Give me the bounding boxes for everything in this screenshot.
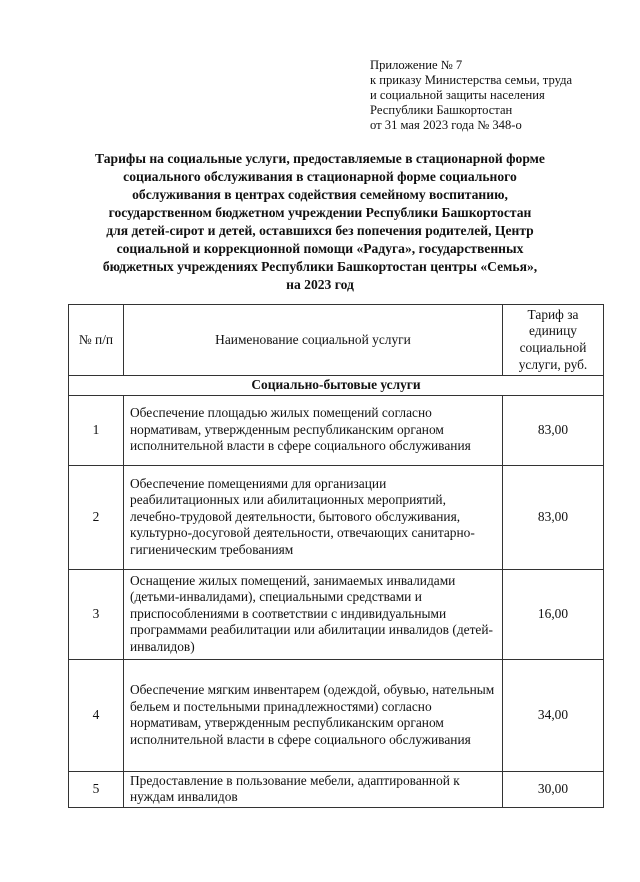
row-tariff: 83,00 [503, 395, 604, 465]
title-line: социального обслуживания в стационарной форме социального [123, 169, 517, 184]
title-line: на 2023 год [286, 277, 354, 292]
row-service-name: Обеспечение помещениями для организации реабилитационных или абилитационных мероприятий, лечебно-трудовой деятельности, бытового обслуживания, культурно-досуговой деятельности, отвечающих санитарно-гигиеническим требованиям [124, 465, 503, 569]
title-line: для детей-сирот и детей, оставшихся без попечения родителей, Центр [106, 223, 534, 238]
document-title [60, 150, 580, 294]
appendix-line: Республики Башкортостан [370, 103, 513, 117]
appendix-block [370, 58, 620, 133]
header-service-name: Наименование социальной услуги [124, 305, 503, 376]
row-num: 4 [69, 659, 124, 771]
row-service-name: Оснащение жилых помещений, занимаемых инвалидами (детьми-инвалидами), специальными средствами и приспособлениями в соответствии с индивидуальными программами реабилитации или абилитации инвалидов (детей-инвалидов) [124, 569, 503, 659]
row-service-name: Обеспечение мягким инвентарем (одеждой, обувью, нательным бельем и постельными принадлежностями) согласно нормативам, утвержденным республиканским органом исполнительной власти в сфере социального обслуживания [124, 659, 503, 771]
row-tariff: 16,00 [503, 569, 604, 659]
table-row [69, 395, 604, 465]
title-line: государственном бюджетном учреждении Республики Башкортостан [108, 205, 532, 220]
table-row [69, 771, 604, 807]
row-num: 1 [69, 395, 124, 465]
table-row [69, 465, 604, 569]
row-num: 2 [69, 465, 124, 569]
header-num: № п/п [69, 305, 124, 376]
appendix-line: от 31 мая 2023 года № 348-о [370, 118, 522, 132]
row-tariff: 30,00 [503, 771, 604, 807]
row-num: 3 [69, 569, 124, 659]
table-header-row [69, 305, 604, 376]
appendix-line: Приложение № 7 [370, 58, 463, 72]
section-row [69, 376, 604, 396]
appendix-line: к приказу Министерства семьи, труда [370, 73, 573, 87]
header-tariff: Тариф за единицу социальной услуги, руб. [503, 305, 604, 376]
title-line: обслуживания в центрах содействия семейному воспитанию, [132, 187, 508, 202]
row-service-name: Обеспечение площадью жилых помещений согласно нормативам, утвержденным республиканским органом исполнительной власти в сфере социального обслуживания [124, 395, 503, 465]
row-tariff: 83,00 [503, 465, 604, 569]
appendix-line: и социальной защиты населения [370, 88, 545, 102]
tariff-table [68, 304, 604, 808]
title-line: социальной и коррекционной помощи «Радуга», государственных [116, 241, 524, 256]
table-row [69, 569, 604, 659]
section-title: Социально-бытовые услуги [69, 376, 604, 396]
title-line: бюджетных учреждениях Республики Башкортостан центры «Семья», [102, 259, 538, 274]
row-service-name: Предоставление в пользование мебели, адаптированной к нуждам инвалидов [124, 771, 503, 807]
row-tariff: 34,00 [503, 659, 604, 771]
table-row [69, 659, 604, 771]
title-line: Тарифы на социальные услуги, предоставляемые в стационарной форме [95, 151, 545, 166]
row-num: 5 [69, 771, 124, 807]
